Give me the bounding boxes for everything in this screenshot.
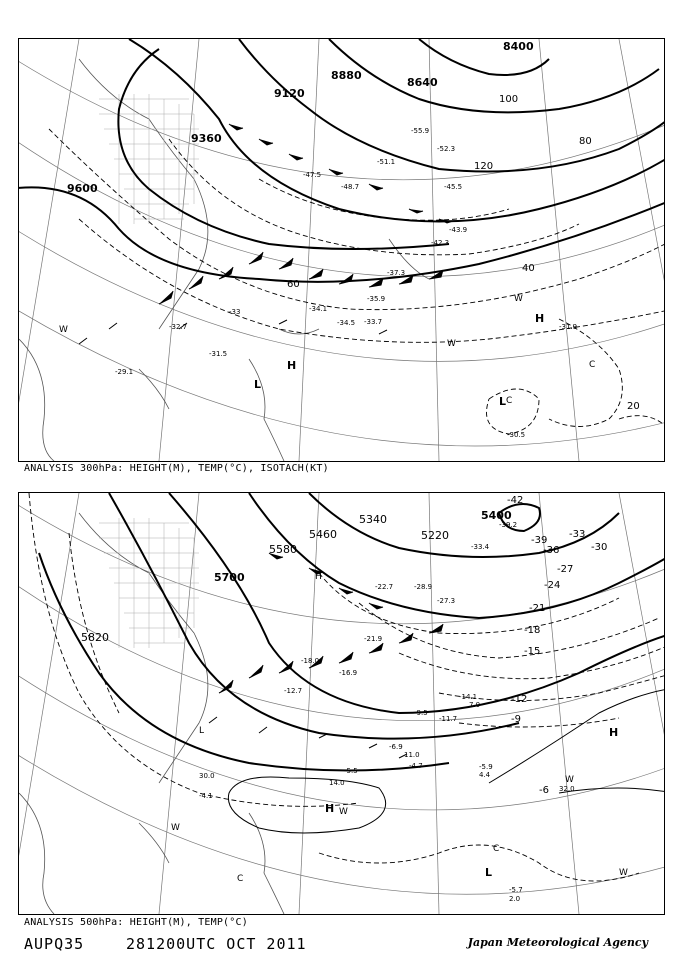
isotherm-label: -27 [557, 564, 574, 575]
temp-value: -9.5 [414, 709, 428, 717]
temp-value: -5.5 [344, 767, 358, 775]
warm-marker: W [565, 775, 574, 785]
isotherm-label: -39 [531, 535, 548, 546]
temp-value: -39.2 [499, 521, 518, 529]
isotherm-label: -30 [591, 542, 608, 553]
terrain-hatching [99, 94, 199, 224]
cold-marker: C [237, 874, 244, 884]
isotherm-label: -33 [569, 529, 586, 540]
temp-value: 30.0 [199, 772, 215, 780]
height-label: 5820 [81, 631, 109, 644]
isotach-label: 120 [474, 161, 494, 172]
temp-value: -32.7 [169, 323, 188, 331]
height-label: 9360 [191, 132, 222, 145]
temp-value: -43.9 [449, 226, 468, 234]
temp-value: -28.9 [414, 583, 433, 591]
height-label: 9120 [274, 87, 305, 100]
isotherm-label: -24 [544, 580, 561, 591]
isotherm-label: -18 [524, 625, 541, 636]
temp-value: -34.1 [309, 305, 328, 313]
temp-value: -48.7 [341, 183, 360, 191]
isotach-label: 80 [579, 136, 592, 147]
temp-value: -11.7 [439, 715, 458, 723]
height-label: 5400 [481, 509, 512, 522]
high-pressure-marker: H [535, 312, 545, 325]
low-pressure-marker: L [199, 726, 205, 736]
warm-marker: W [339, 807, 348, 817]
temp-value: 2.0 [509, 895, 521, 903]
isotherm-label: -36 [543, 545, 560, 556]
caption-500hpa: ANALYSIS 500hPa: HEIGHT(M), TEMP(°C) [24, 917, 248, 928]
temp-value: -5.7 [509, 886, 523, 894]
temp-value: -33.7 [364, 318, 383, 326]
cold-marker: C [506, 396, 513, 406]
temp-value: -45.5 [444, 183, 463, 191]
temp-value: -42.3 [431, 239, 450, 247]
high-pressure-marker: H [325, 802, 335, 815]
low-pressure-marker: L [485, 866, 493, 879]
height-label: 5460 [309, 528, 337, 541]
isotherm-label: -6 [539, 785, 549, 796]
isotherms [29, 493, 664, 881]
isotherm-label: -42 [507, 495, 524, 506]
temp-value: -16.9 [339, 669, 358, 677]
isotach-label-group [287, 94, 640, 412]
cold-marker: C [589, 360, 596, 370]
temp-value: -14.1 [459, 693, 478, 701]
latlon-grid [19, 493, 664, 914]
isotach-label: 40 [522, 263, 535, 274]
caption-300hpa: ANALYSIS 300hPa: HEIGHT(M), TEMP(°C), ISOTACH(KT) [24, 463, 329, 474]
temp-value: 32.0 [559, 785, 575, 793]
temp-value: -31.5 [209, 350, 228, 358]
temp-value: 7.0 [469, 701, 481, 709]
pressure-system-group [59, 294, 595, 408]
isotherm-label: -15 [524, 646, 541, 657]
isotherm-label: -12 [511, 694, 528, 705]
height-label: 9600 [67, 182, 98, 195]
coastlines [19, 59, 429, 461]
isotach-label: 60 [287, 279, 300, 290]
temp-value: -27.3 [437, 597, 456, 605]
temp-value: -5.9 [479, 763, 493, 771]
height-label: 5700 [214, 571, 245, 584]
high-pressure-marker: H [287, 359, 297, 372]
temp-value: -34.5 [337, 319, 356, 327]
isotherm-label: -21 [529, 603, 546, 614]
temp-value: -6.9 [389, 743, 403, 751]
chart-500hpa [18, 492, 665, 915]
temp-value: -18.0 [301, 657, 320, 665]
temp-value: -51.1 [377, 158, 396, 166]
height-label: 5220 [421, 529, 449, 542]
agency-name: Japan Meteorological Agency [467, 936, 648, 949]
temp-value: -29.1 [115, 368, 134, 376]
temp-value: -55.9 [411, 127, 430, 135]
height-label-group [81, 509, 512, 644]
height-label: 5580 [269, 543, 297, 556]
latlon-grid [19, 39, 664, 461]
cold-marker: C [493, 844, 500, 854]
temp-value: -31.9 [559, 323, 578, 331]
temp-value: -52.3 [437, 145, 456, 153]
warm-marker: W [619, 868, 628, 878]
warm-marker: W [59, 325, 68, 335]
height-label: 5340 [359, 513, 387, 526]
temp-value: 11.0 [404, 751, 420, 759]
chart-identifier: AUPQ35 [24, 935, 85, 953]
temp-value: -47.5 [303, 171, 322, 179]
temp-value: -4.1 [199, 792, 213, 800]
warm-marker: W [171, 823, 180, 833]
warm-marker: W [447, 339, 456, 349]
pressure-system-group [171, 572, 628, 884]
temp-value: -35.9 [367, 295, 386, 303]
valid-time: 281200UTC OCT 2011 [126, 935, 307, 953]
temp-value: -30.5 [507, 431, 526, 439]
temp-value: 4.4 [479, 771, 491, 779]
low-pressure-marker: L [499, 395, 507, 408]
temp-value: -33 [229, 308, 241, 316]
isotach-label: 100 [499, 94, 519, 105]
isotach-label: 20 [627, 401, 640, 412]
high-pressure-marker: H [609, 726, 619, 739]
height-label: 8640 [407, 76, 438, 89]
temp-value: -4.7 [409, 762, 423, 770]
temp-value: -33.4 [471, 543, 490, 551]
low-pressure-marker: L [254, 378, 262, 391]
height-label: 8880 [331, 69, 362, 82]
chart-300hpa [18, 38, 665, 462]
temp-value: -37.3 [387, 269, 406, 277]
map-300hpa [19, 39, 664, 461]
temp-value: 14.0 [329, 779, 345, 787]
isotherm-label: -9 [511, 714, 521, 725]
warm-marker: W [514, 294, 523, 304]
temp-value: -12.7 [284, 687, 303, 695]
height-label: 8400 [503, 40, 534, 53]
terrain-hatching [99, 518, 199, 648]
isotherm-label-group [507, 495, 607, 796]
temp-value: -21.9 [364, 635, 383, 643]
map-500hpa [19, 493, 664, 914]
temp-value: -22.7 [375, 583, 394, 591]
high-pressure-marker: H [315, 572, 322, 582]
